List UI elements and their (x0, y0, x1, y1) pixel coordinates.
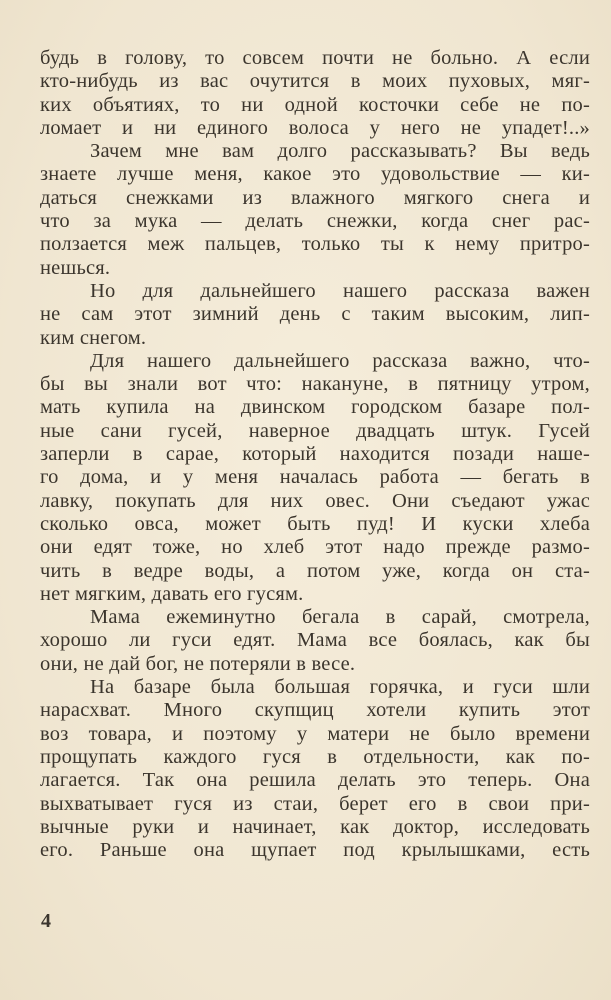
text-line: лавку, покупать для них овес. Они съедают ужас (40, 489, 590, 512)
text-line: хорошо ли гуси едят. Мама все боялась, как бы (40, 629, 590, 652)
text-line: вычные руки и начинает, как доктор, исследовать (40, 815, 590, 838)
text-line: ломает и ни единого волоса у него не упадет!..» (40, 116, 590, 139)
text-line: ползается меж пальцев, только ты к нему притро- (40, 233, 590, 256)
text-line: ные сани гусей, наверное двадцать штук. Гусей (40, 419, 590, 442)
text-line: кто-нибудь из вас очутится в моих пуховых, мяг- (40, 70, 590, 93)
text-line: его. Раньше она щупает под крылышками, есть (40, 839, 590, 862)
text-line: го дома, и у меня началась работа — бегать в (40, 466, 590, 489)
text-line: будь в голову, то совсем почти не больно. А если (40, 47, 590, 69)
text-line: Зачем мне вам долго рассказывать? Вы ведь (90, 140, 590, 163)
text-line: прощупать каждого гуся в отдельности, как по- (40, 745, 590, 768)
text-line: они едят тоже, но хлеб этот надо прежде размо- (40, 536, 590, 559)
text-line: ким снегом. (40, 326, 147, 349)
text-line: бы вы знали вот что: накануне, в пятницу утром, (40, 373, 590, 396)
page-number: 4 (41, 910, 51, 932)
body-text (40, 47, 590, 862)
text-line: не сам этот зимний день с таким высоким, лип- (40, 303, 590, 326)
text-line: воз товара, и поэтому у матери не было времени (40, 722, 590, 745)
text-line: Для нашего дальнейшего рассказа важно, что- (90, 349, 590, 372)
text-line: чить в ведре воды, а потом уже, когда он ста- (40, 559, 590, 582)
text-line: На базаре была большая горячка, и гуси шли (90, 676, 590, 699)
text-line: заперли в сарае, который находится позади наше- (40, 443, 590, 466)
text-line: нарасхват. Много скупщиц хотели купить этот (40, 699, 590, 722)
text-line: даться снежками из влажного мягкого снега и (40, 186, 590, 209)
text-line: они, не дай бог, не потеряли в весе. (40, 652, 356, 675)
text-line: ких объятиях, то ни одной косточки себе не по- (40, 93, 590, 116)
text-line: сколько овса, может быть пуд! И куски хлеба (40, 512, 590, 535)
text-line: Мама ежеминутно бегала в сарай, смотрела, (90, 606, 590, 629)
text-line: знаете лучше меня, какое это удовольствие — ки- (40, 163, 590, 186)
text-line: нет мягким, давать его гусям. (40, 582, 304, 605)
text-line: что за мука — делать снежки, когда снег рас- (40, 210, 590, 233)
text-line: выхватывает гуся из стаи, берет его в свои при- (40, 792, 590, 815)
text-line: Но для дальнейшего нашего рассказа важен (90, 279, 590, 302)
text-line: нешься. (40, 256, 111, 279)
text-line: мать купила на двинском городском базаре пол- (40, 396, 590, 419)
text-line: лагается. Так она решила делать это теперь. Она (40, 769, 590, 792)
